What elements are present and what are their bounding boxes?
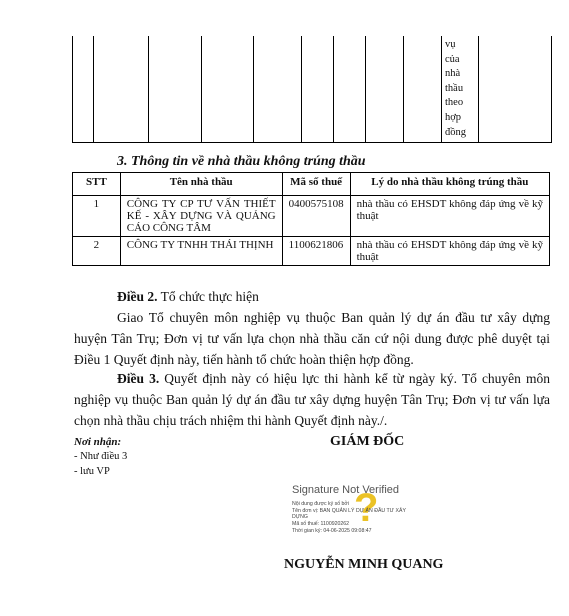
signature-detail-line: Nội dung được ký số bởi xyxy=(292,501,349,507)
header-reason: Lý do nhà thầu không trúng thầu xyxy=(350,173,549,196)
row-tax-code: 0400575108 xyxy=(282,196,350,237)
signature-status: Signature Not Verified xyxy=(292,484,400,496)
column-divider xyxy=(478,36,479,142)
row-stt: 1 xyxy=(73,196,121,237)
table-row xyxy=(73,196,550,237)
fragment-line: vụ xyxy=(445,39,456,50)
row-reason: nhà thầu có EHSDT không đáp ứng về kỹ thuật xyxy=(350,237,549,266)
signature-detail-line: Tên đơn vị: BAN QUẢN LÝ DỰ ÁN ĐẦU TƯ XÂY xyxy=(292,508,406,514)
section-title: 3. Thông tin về nhà thầu không trúng thầu xyxy=(117,154,366,169)
row-stt: 2 xyxy=(73,237,121,266)
column-divider xyxy=(201,36,202,142)
article-2-title: Tổ chức thực hiện xyxy=(157,289,259,304)
signer-role: GIÁM ĐỐC xyxy=(330,434,405,449)
signature-detail-line: Mã số thuế: 1100920262 xyxy=(292,521,350,527)
fragment-line: hợp xyxy=(445,111,462,123)
unsuccessful-bidders-table xyxy=(72,172,550,266)
recipient-item: - lưu VP xyxy=(74,466,110,477)
fragment-line: theo xyxy=(445,97,464,109)
signer-name: NGUYỄN MINH QUANG xyxy=(284,557,444,572)
unverified-question-icon: ? xyxy=(354,486,379,530)
column-divider xyxy=(333,36,334,142)
row-bidder-name: CÔNG TY TNHH THÁI THỊNH xyxy=(120,237,282,266)
row-tax-code: 1100621806 xyxy=(282,237,350,266)
fragment-line: của xyxy=(445,53,460,65)
signature-detail-line: DỰNG xyxy=(292,514,308,520)
article-3-paragraph xyxy=(74,368,550,431)
recipients-title: Nơi nhận: xyxy=(74,436,122,448)
table-row xyxy=(73,237,550,266)
recipient-item: - Như điều 3 xyxy=(74,451,128,462)
digital-signature-stamp[interactable] xyxy=(292,484,442,546)
column-divider xyxy=(253,36,254,142)
table-header-row xyxy=(73,173,550,196)
column-divider xyxy=(301,36,302,142)
article-2-body: Giao Tổ chuyên môn nghiệp vụ thuộc Ban quản lý dự án đầu tư xây dựng huyện Tân Trụ; Đơn vị tư vấn lựa chọn nhà thầu căn cứ nội dung được phê duyệt tại Điều 1 Quyết định này, tiến hành tổ chức hoàn thiện hợp đồng. xyxy=(74,310,550,367)
column-divider xyxy=(365,36,366,142)
column-divider xyxy=(441,36,442,142)
header-bidder-name: Tên nhà thầu xyxy=(120,173,282,196)
previous-table-fragment xyxy=(72,36,552,143)
column-divider xyxy=(403,36,404,142)
article-3-text: Quyết định này có hiệu lực thi hành kể từ ngày ký. Tổ chuyên môn nghiệp vụ thuộc Ban quản lý dự án đầu tư xây dựng huyện Tân Trụ; Đơn vị tư vấn lựa chọn nhà thầu chịu trách nhiệm thi hành Quyết định này./. xyxy=(74,371,551,428)
fragment-line: nhà xyxy=(445,68,461,80)
fragment-cell-text xyxy=(445,38,475,140)
header-stt: STT xyxy=(73,173,121,196)
signature-detail-line: Thời gian ký: 04-06-2025 09:08:47 xyxy=(292,528,372,534)
fragment-line: đồng xyxy=(445,126,466,138)
row-bidder-name: CÔNG TY CP TƯ VẤN THIẾT KẾ - XÂY DỰNG VÀ QUẢNG CÁO CÔNG TÂM xyxy=(120,196,282,237)
row-reason: nhà thầu có EHSDT không đáp ứng về kỹ thuật xyxy=(350,196,549,237)
header-tax-code: Mã số thuế xyxy=(282,173,350,196)
article-3-label: Điều 3. xyxy=(117,371,160,386)
article-2-label: Điều 2. xyxy=(117,289,158,304)
article-2-heading xyxy=(117,286,537,307)
column-divider xyxy=(148,36,149,142)
fragment-line: thầu xyxy=(445,82,464,94)
column-divider xyxy=(93,36,94,142)
